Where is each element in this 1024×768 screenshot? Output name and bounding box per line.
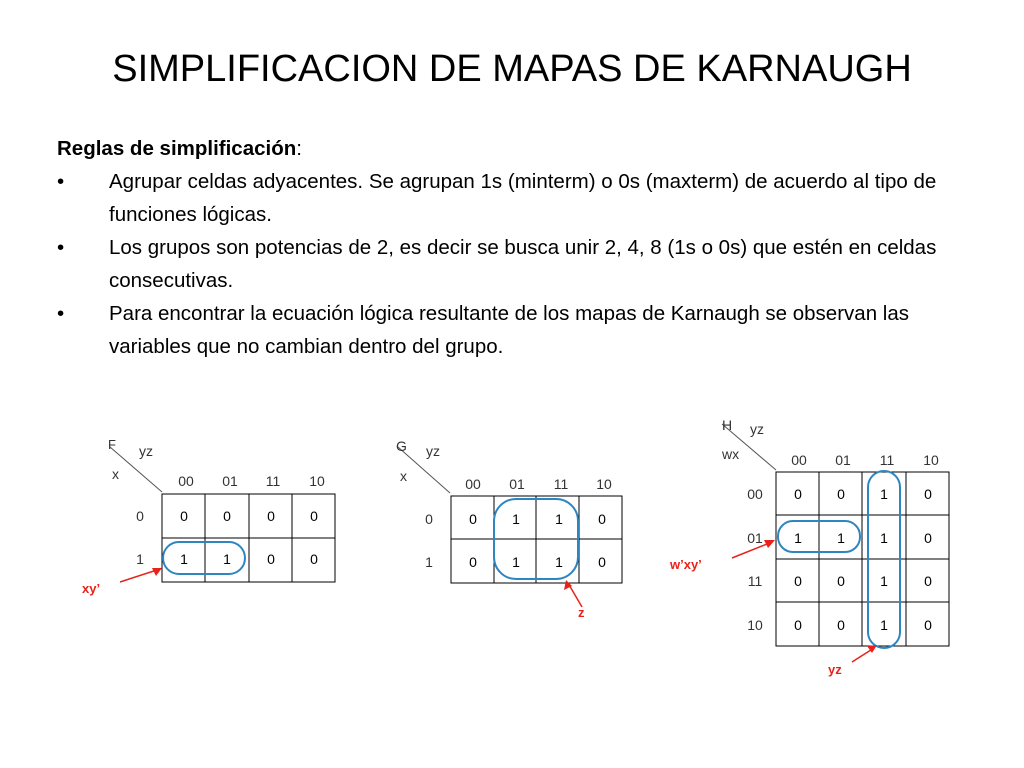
- kmap-row-header: 11: [747, 573, 763, 589]
- kmap-cell: 0: [310, 551, 318, 567]
- kmap-cell: 0: [180, 508, 188, 524]
- kmap-function-label: H: [722, 417, 733, 433]
- rule-item: [57, 165, 987, 231]
- rule-text: Los grupos son potencias de 2, es decir se busca unir 2, 4, 8 (1s o 0s) que estén en celdas consecutivas.: [109, 236, 937, 292]
- kmap-cell: 0: [924, 617, 932, 633]
- kmap-cell: 0: [310, 508, 318, 524]
- rule-item: [57, 297, 987, 363]
- kmap-cell: 1: [555, 554, 563, 570]
- kmap-row-var: wx: [722, 446, 740, 462]
- kmap-row-header: 0: [425, 511, 433, 527]
- kmap-cell: 0: [837, 573, 845, 589]
- kmap-cell: 1: [223, 551, 231, 567]
- kmap-col-header: 01: [222, 473, 238, 489]
- kmap-cell: 0: [267, 508, 275, 524]
- kmap-cell: 0: [469, 511, 477, 527]
- kmap-cell: 0: [794, 486, 802, 502]
- rule-text: Agrupar celdas adyacentes. Se agrupan 1s (minterm) o 0s (maxterm) de acuerdo al tipo de funciones lógicas.: [109, 170, 937, 226]
- kmap-cell: 1: [555, 511, 563, 527]
- kmap-col-var: yz: [426, 443, 440, 459]
- kmap-cell: 0: [924, 573, 932, 589]
- kmap-cell: 0: [924, 530, 932, 546]
- kmap-row-header: 00: [747, 486, 763, 502]
- kmap-row-header: 1: [425, 554, 433, 570]
- kmap-col-var: yz: [750, 421, 764, 437]
- kmap-col-header: 01: [835, 452, 851, 468]
- kmap-cell: 0: [598, 511, 606, 527]
- kmap-cell: 1: [880, 617, 888, 633]
- kmap-result-label-col: yz: [828, 662, 842, 677]
- rule-item: [57, 231, 987, 297]
- kmap-cell: 0: [837, 486, 845, 502]
- kmap-col-var: yz: [139, 443, 153, 459]
- kmap-cell: 1: [794, 530, 802, 546]
- kmap-cell: 1: [880, 573, 888, 589]
- rules-section: [57, 132, 987, 363]
- kmap-col-header: 10: [923, 452, 939, 468]
- kmap-cell: 1: [180, 551, 188, 567]
- bullet-icon: •: [57, 302, 65, 325]
- kmap-col-header: 11: [879, 452, 895, 468]
- slide-title: SIMPLIFICACION DE MAPAS DE KARNAUGH: [112, 48, 912, 90]
- rules-heading-line: [57, 132, 987, 165]
- kmap-col-header: 01: [509, 476, 525, 492]
- rules-list: [57, 165, 987, 363]
- kmap-col-header: 00: [465, 476, 481, 492]
- kmap-cell: 1: [880, 486, 888, 502]
- kmap-cell: 1: [512, 511, 520, 527]
- kmap-g: [390, 435, 650, 625]
- kmap-col-header: 00: [791, 452, 807, 468]
- kmap-f: [82, 432, 360, 612]
- kmap-row-header: 0: [136, 508, 144, 524]
- kmap-group-outline: [163, 542, 245, 574]
- kmap-cell: 1: [512, 554, 520, 570]
- kmap-result-label: z: [578, 605, 585, 620]
- kmap-col-header: 11: [265, 473, 281, 489]
- kmap-function-label: F: [108, 437, 116, 452]
- kmap-cell: 0: [469, 554, 477, 570]
- kmap-cell: 1: [837, 530, 845, 546]
- kmap-col-header: 10: [309, 473, 325, 489]
- bullet-icon: •: [57, 236, 65, 259]
- kmap-col-header: 00: [178, 473, 194, 489]
- kmap-cell: 0: [837, 617, 845, 633]
- kmap-row-header: 01: [747, 530, 763, 546]
- kmap-result-label-row: w’xy’: [670, 557, 702, 572]
- arrowhead-icon: [152, 568, 162, 576]
- kmap-cell: 0: [794, 573, 802, 589]
- kmap-cell: 0: [924, 486, 932, 502]
- kmap-cell: 0: [223, 508, 231, 524]
- rule-text: Para encontrar la ecuación lógica resultante de los mapas de Karnaugh se observan las variables que no cambian dentro del grupo.: [109, 302, 909, 358]
- kmap-h: [660, 414, 980, 684]
- kmap-result-label: xy’: [82, 581, 101, 596]
- kmap-cell: 0: [598, 554, 606, 570]
- kmap-cell: 0: [794, 617, 802, 633]
- kmap-cell: 1: [880, 530, 888, 546]
- bullet-icon: •: [57, 170, 65, 193]
- kmap-col-header: 11: [553, 476, 569, 492]
- kmap-row-header: 1: [136, 551, 144, 567]
- rules-heading-colon: :: [296, 137, 302, 160]
- kmap-row-var: x: [400, 468, 407, 484]
- kmap-function-label: G: [396, 438, 407, 454]
- rules-heading: Reglas de simplificación: [57, 137, 297, 160]
- kmap-row-var: x: [112, 466, 119, 482]
- kmap-col-header: 10: [596, 476, 612, 492]
- kmap-cell: 0: [267, 551, 275, 567]
- kmap-row-header: 10: [747, 617, 763, 633]
